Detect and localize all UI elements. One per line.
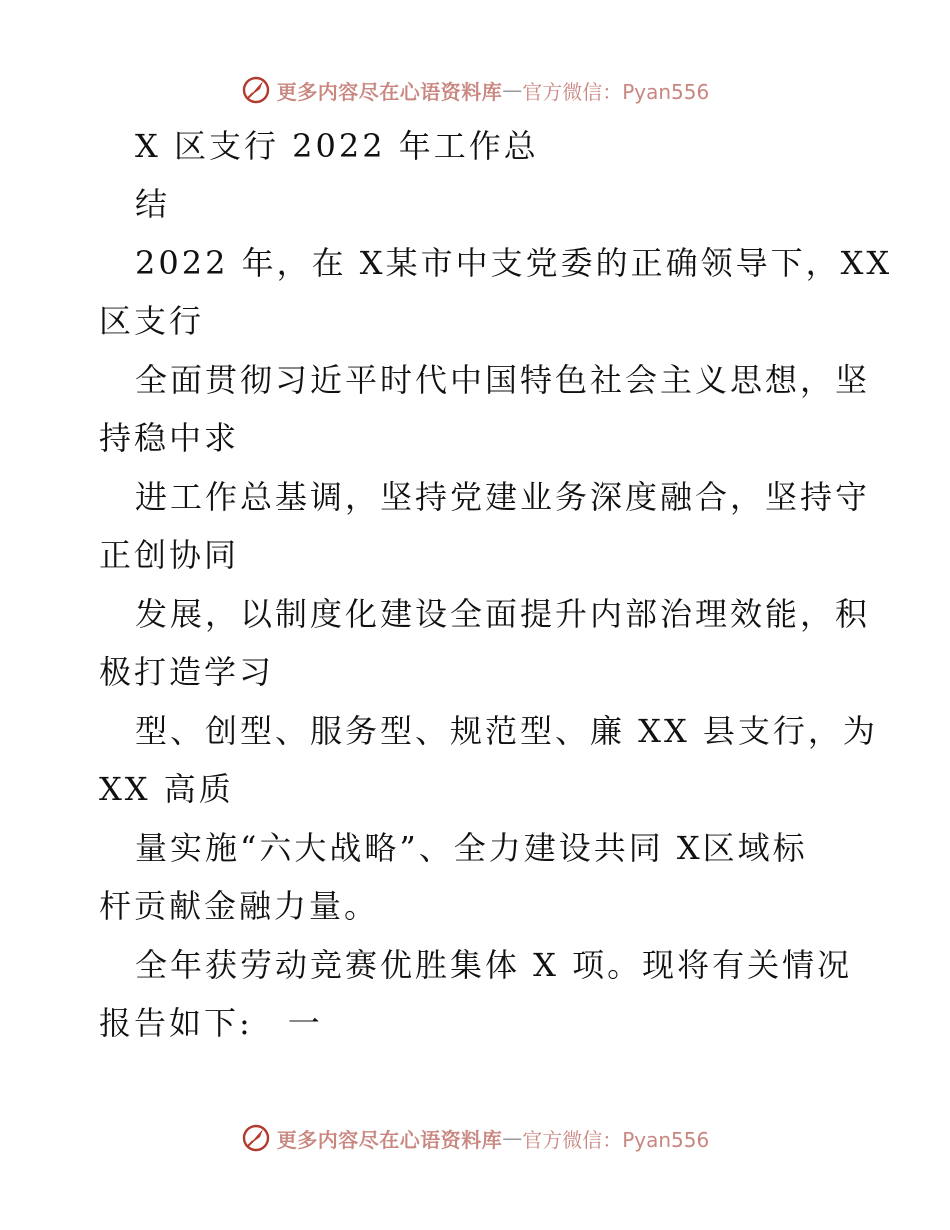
footer-watermark xyxy=(0,1118,950,1158)
watermark-contact: 官方微信：Pyan556 xyxy=(522,1127,710,1152)
paragraph-line: 全年获劳动竞赛优胜集体 X 项。现将有关情况 xyxy=(135,946,853,984)
watermark-text: 更多内容尽在心语资料库 xyxy=(276,1127,503,1152)
paragraph-line: 持稳中求 xyxy=(99,419,240,457)
watermark-contact: 官方微信：Pyan556 xyxy=(522,79,710,104)
header-watermark xyxy=(0,70,950,110)
paragraph-line: 区支行 xyxy=(99,302,205,340)
watermark-separator: — xyxy=(502,1126,523,1150)
quill-logo-icon xyxy=(241,1123,271,1153)
quill-logo-icon xyxy=(241,75,271,105)
paragraph-line: 极打造学习 xyxy=(99,653,275,691)
paragraph-line: XX 高质 xyxy=(99,770,234,808)
paragraph-line: 全面贯彻习近平时代中国特色社会主义思想，坚 xyxy=(135,361,871,399)
watermark-text: 更多内容尽在心语资料库 xyxy=(276,79,503,104)
paragraph-line: 杆贡献金融力量。 xyxy=(99,887,380,925)
document-title-line-2: 结 xyxy=(135,185,171,223)
paragraph-line: 正创协同 xyxy=(99,536,240,574)
document-title-line-1: X 区支行 2022 年工作总 xyxy=(135,127,539,165)
paragraph-line: 发展，以制度化建设全面提升内部治理效能，积 xyxy=(135,595,871,633)
paragraph-line: 2022 年，在 X某市中支党委的正确领导下，XX xyxy=(135,244,893,282)
paragraph-line: 报告如下: 一 xyxy=(99,1004,323,1042)
watermark-separator: — xyxy=(502,78,523,102)
paragraph-line: 型、创型、服务型、规范型、廉 XX 县支行，为 xyxy=(135,712,878,750)
paragraph-line: 进工作总基调，坚持党建业务深度融合，坚持守 xyxy=(135,478,871,516)
paragraph-line: 量实施“六大战略”、全力建设共同 X区域标 xyxy=(135,829,808,867)
